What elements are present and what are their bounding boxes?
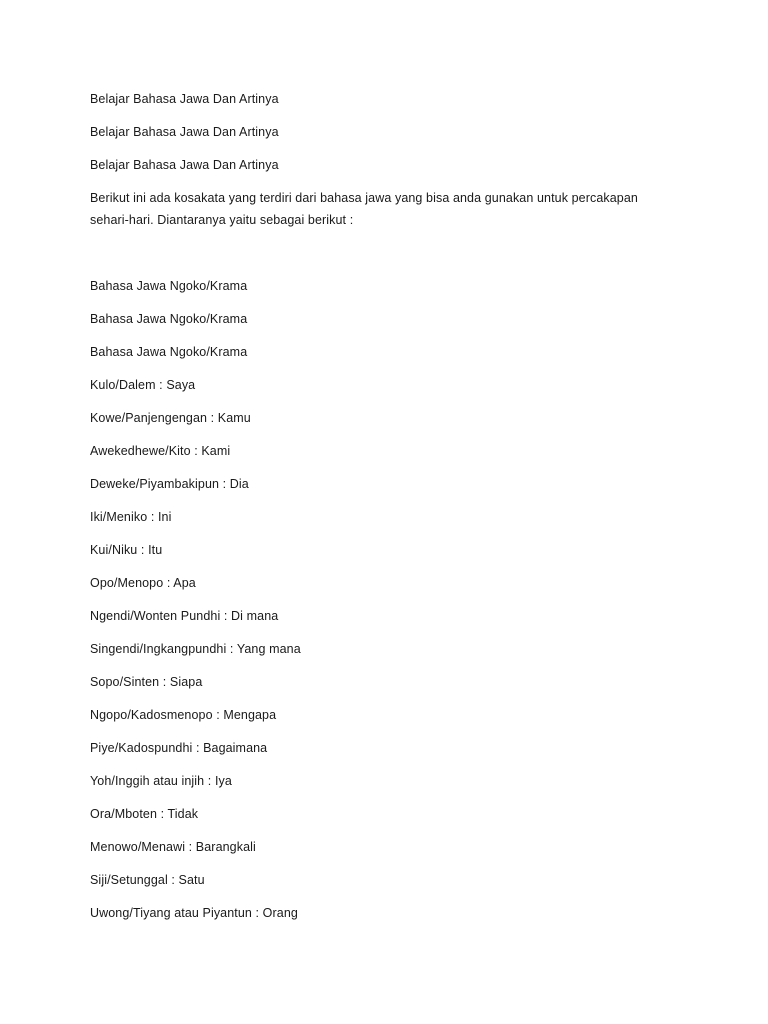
vocab-item: Siji/Setunggal : Satu [90,873,205,887]
title-line: Belajar Bahasa Jawa Dan Artinya [90,125,279,139]
vocab-item: Kowe/Panjengengan : Kamu [90,411,251,425]
vocab-item: Awekedhewe/Kito : Kami [90,444,231,458]
section-heading-line: Bahasa Jawa Ngoko/Krama [90,279,248,293]
intro-paragraph: Berikut ini ada kosakata yang terdiri dari bahasa jawa yang bisa anda gunakan untuk percakapan sehari-hari. Diantaranya yaitu sebagai berikut : [90,191,638,227]
title-line: Belajar Bahasa Jawa Dan Artinya [90,158,279,172]
vocab-item: Yoh/Inggih atau injih : Iya [90,774,232,788]
vocab-item: Piye/Kadospundhi : Bagaimana [90,741,268,755]
vocab-item: Ora/Mboten : Tidak [90,807,199,821]
document-body [90,88,680,935]
vocab-item: Uwong/Tiyang atau Piyantun : Orang [90,906,298,920]
section-heading-line: Bahasa Jawa Ngoko/Krama [90,345,248,359]
vocab-item: Kui/Niku : Itu [90,543,163,557]
vocab-item: Ngopo/Kadosmenopo : Mengapa [90,708,277,722]
vocab-item: Ngendi/Wonten Pundhi : Di mana [90,609,279,623]
vocab-item: Deweke/Piyambakipun : Dia [90,477,249,491]
vocab-item: Sopo/Sinten : Siapa [90,675,203,689]
title-line: Belajar Bahasa Jawa Dan Artinya [90,92,279,106]
vocab-item: Opo/Menopo : Apa [90,576,196,590]
blank-line [90,242,680,275]
vocab-item: Iki/Meniko : Ini [90,510,172,524]
vocab-item: Menowo/Menawi : Barangkali [90,840,256,854]
section-heading-line: Bahasa Jawa Ngoko/Krama [90,312,248,326]
vocab-item: Kulo/Dalem : Saya [90,378,196,392]
vocab-item: Singendi/Ingkangpundhi : Yang mana [90,642,301,656]
